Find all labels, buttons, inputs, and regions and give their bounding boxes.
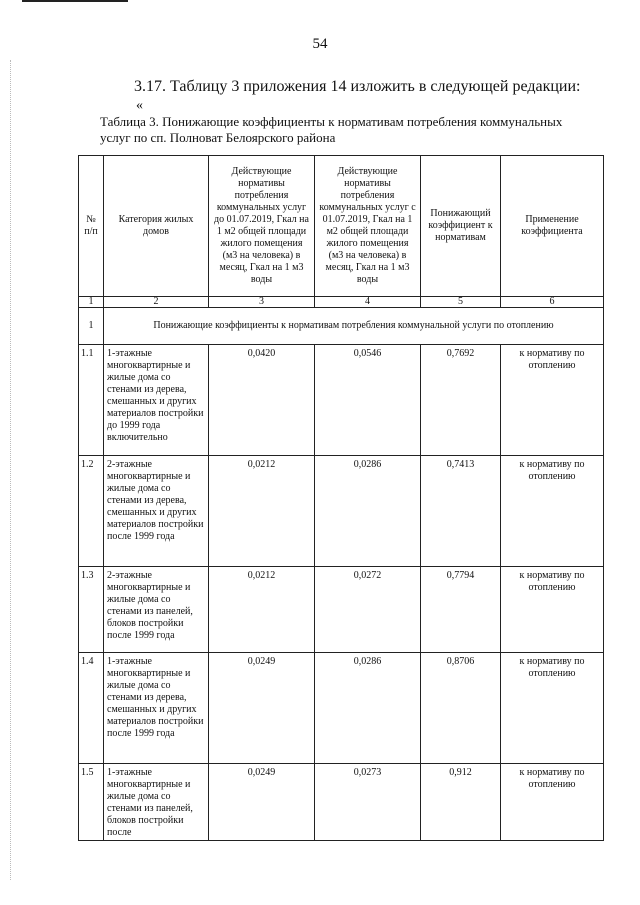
row-coefficient: 0,7692	[421, 345, 501, 456]
row-category: 1-этажные многоквартирные и жилые дома со стенами из дерева, смешанных и других материалов постройки после 1999 года	[104, 653, 209, 764]
page-number: 54	[312, 36, 328, 52]
opening-quote: «	[136, 98, 143, 113]
row-category: 2-этажные многоквартирные и жилые дома со стенами из дерева, смешанных и других материалов постройки после 1999 года	[104, 456, 209, 567]
row-norm-before: 0,0420	[209, 345, 315, 456]
row-application: к нормативу по отоплению	[501, 567, 604, 653]
table-row	[79, 345, 604, 456]
row-application: к нормативу по отоплению	[501, 345, 604, 456]
table-caption	[100, 114, 580, 146]
col-index: 6	[501, 297, 604, 308]
row-number: 1.5	[79, 764, 104, 841]
row-category: 2-этажные многоквартирные и жилые дома со стенами из панелей, блоков постройки после 1999 года	[104, 567, 209, 653]
section-title: Понижающие коэффициенты к нормативам потребления коммунальной услуги по отоплению	[104, 308, 604, 345]
table-row	[79, 764, 604, 841]
row-number: 1.1	[79, 345, 104, 456]
table-row	[79, 653, 604, 764]
section-row	[79, 308, 604, 345]
header-norm-after: Действующие нормативы потребления коммунальных услуг с 01.07.2019, Гкал на 1 м2 общей площади жилого помещения (м3 на человека) в месяц, Гкал на 1 м3 воды	[315, 156, 421, 297]
row-norm-after: 0,0286	[315, 653, 421, 764]
row-application: к нормативу по отоплению	[501, 456, 604, 567]
table-row	[79, 456, 604, 567]
table-caption-line2: услуг по сп. Полноват Белоярского района	[100, 130, 336, 145]
row-coefficient: 0,7413	[421, 456, 501, 567]
coefficients-table	[78, 155, 604, 841]
table-caption-line1: Таблица 3. Понижающие коэффициенты к нормативам потребления коммунальных	[100, 114, 563, 129]
row-number: 1.3	[79, 567, 104, 653]
header-coefficient: Понижающий коэффициент к нормативам	[421, 156, 501, 297]
row-coefficient: 0,7794	[421, 567, 501, 653]
row-norm-before: 0,0212	[209, 567, 315, 653]
col-index: 5	[421, 297, 501, 308]
row-application: к нормативу по отоплению	[501, 764, 604, 841]
row-category: 1-этажные многоквартирные и жилые дома со стенами из дерева, смешанных и других материалов постройки до 1999 года включительно	[104, 345, 209, 456]
header-num: № п/п	[79, 156, 104, 297]
section-heading: 3.17. Таблицу 3 приложения 14 изложить в следующей редакции:	[134, 78, 581, 95]
row-norm-after: 0,0546	[315, 345, 421, 456]
row-application: к нормативу по отоплению	[501, 653, 604, 764]
row-norm-before: 0,0212	[209, 456, 315, 567]
header-norm-before: Действующие нормативы потребления коммунальных услуг до 01.07.2019, Гкал на 1 м2 общей площади жилого помещения (м3 на человека) в месяц, Гкал на 1 м3 воды	[209, 156, 315, 297]
row-coefficient: 0,912	[421, 764, 501, 841]
row-norm-after: 0,0286	[315, 456, 421, 567]
top-rule	[22, 0, 128, 2]
row-norm-before: 0,0249	[209, 764, 315, 841]
col-index: 4	[315, 297, 421, 308]
row-norm-before: 0,0249	[209, 653, 315, 764]
header-category: Категория жилых домов	[104, 156, 209, 297]
section-number: 1	[79, 308, 104, 345]
row-number: 1.4	[79, 653, 104, 764]
column-index-row	[79, 297, 604, 308]
table-row	[79, 567, 604, 653]
col-index: 2	[104, 297, 209, 308]
header-application: Применение коэффициента	[501, 156, 604, 297]
table-header-row	[79, 156, 604, 297]
scan-margin-marks	[10, 60, 12, 880]
row-number: 1.2	[79, 456, 104, 567]
row-norm-after: 0,0273	[315, 764, 421, 841]
row-norm-after: 0,0272	[315, 567, 421, 653]
col-index: 1	[79, 297, 104, 308]
row-coefficient: 0,8706	[421, 653, 501, 764]
col-index: 3	[209, 297, 315, 308]
row-category: 1-этажные многоквартирные и жилые дома со стенами из панелей, блоков постройки после	[104, 764, 209, 841]
